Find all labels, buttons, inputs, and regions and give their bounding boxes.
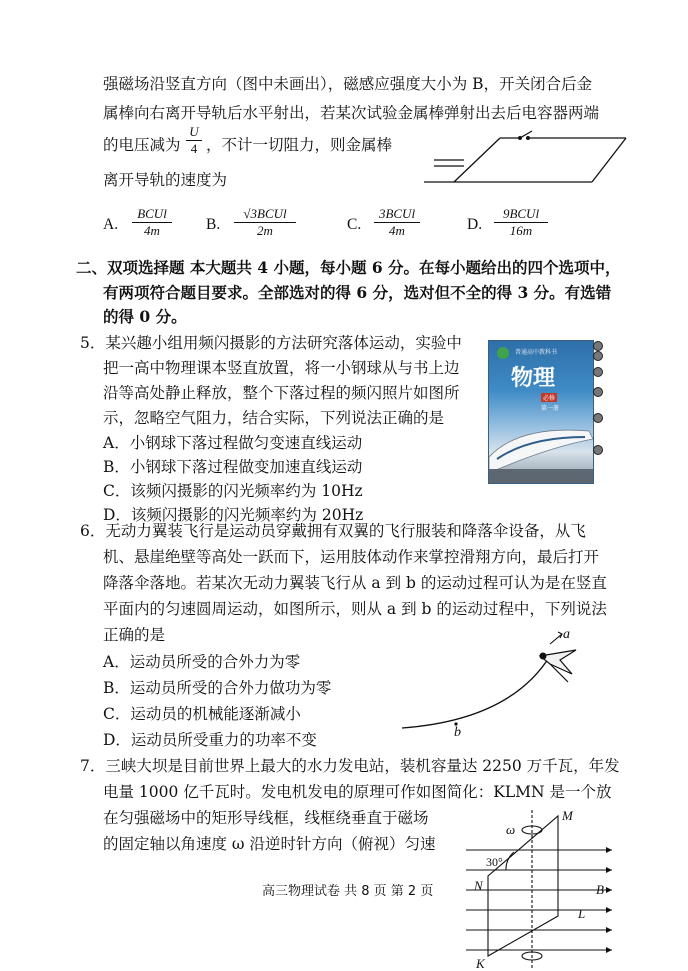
wingsuit-flyer-icon xyxy=(540,650,577,682)
point-b-label: b xyxy=(454,725,461,740)
book-logo-icon xyxy=(497,347,509,359)
q4-line-3-pre: 的电压减为 xyxy=(103,136,181,154)
q4-line-2: 属棒向右离开导轨后水平射出，若某次试验金属棒弹射出去后电容器两端 xyxy=(103,104,600,122)
q4-option-b-label: B. xyxy=(206,216,221,233)
q6-line-5: 正确的是 xyxy=(103,626,166,644)
q5-strobe-ball-column xyxy=(590,340,606,480)
point-a-label: a xyxy=(563,627,570,642)
vertex-n-label: N xyxy=(474,878,483,893)
q6-option-b: B．运动员所受的合外力做功为零 xyxy=(103,679,332,697)
q5-option-b: B．小钢球下落过程做变加速直线运动 xyxy=(103,458,363,476)
q5-line-3: 沿等高处静止释放，整个下落过程的频闪照片如图所 xyxy=(103,384,460,402)
fraction-denominator: 4 xyxy=(190,141,198,156)
q6-arc-path-figure xyxy=(400,620,600,740)
q5-option-a: A．小钢球下落过程做匀变速直线运动 xyxy=(103,434,363,452)
q7-line-2: 电量 1000 亿千瓦时。发电机发电的原理可作如图简化：KLMN 是一个放 xyxy=(103,783,612,801)
q4-option-a-label: A. xyxy=(103,216,119,233)
angle-30-label: 30° xyxy=(486,855,503,869)
q4-option-a-value: BCUl 4m xyxy=(132,206,172,239)
book-publisher: 普通高中教科书 xyxy=(515,349,558,356)
q4-voltage-fraction xyxy=(186,124,202,157)
fraction-numerator: U xyxy=(186,124,202,141)
book-badge: 必修 xyxy=(543,395,556,402)
q6-option-d: D．运动员所受重力的功率不变 xyxy=(103,731,317,749)
q6-line-2: 机、悬崖绝壁等高处一跃而下，运用肢体动作来掌控滑翔方向，最后打开 xyxy=(103,548,600,566)
bullet-train-icon xyxy=(489,417,593,483)
q6-option-c: C．运动员的机械能逐渐减小 xyxy=(103,705,301,723)
vertex-k-label: K xyxy=(476,956,485,971)
section-2-heading-line-2: 有两项符合题目要求。全部选对的得 6 分，选对但不全的得 3 分。有选错 xyxy=(103,283,612,302)
q6-option-a: A．运动员所受的合外力为零 xyxy=(103,653,301,671)
book-volume: 第一册 xyxy=(541,405,560,412)
field-b-label: B xyxy=(596,882,604,897)
q7-generator-loop-figure xyxy=(462,806,622,971)
q4-line-1: 强磁场沿竖直方向（图中未画出），磁感应强度大小为 B，开关闭合后金 xyxy=(103,75,593,93)
q4-option-c-label: C. xyxy=(347,216,362,233)
q7-line-1: 7．三峡大坝是目前世界上最大的水力发电站，装机容量达 2250 万千瓦，年发 xyxy=(80,757,620,775)
q4-option-d-value: 9BCUl 16m xyxy=(494,206,548,239)
vertex-l-label: L xyxy=(578,906,586,921)
q5-line-2: 把一高中物理课本竖直放置，将一小钢球从与书上边 xyxy=(103,359,460,377)
q7-line-4: 的固定轴以角速度 ω 沿逆时针方向（俯视）匀速 xyxy=(103,835,436,853)
q4-rail-circuit-figure xyxy=(420,122,630,197)
book-title: 物理 xyxy=(511,366,556,391)
section-2-heading-line-3: 的得 0 分。 xyxy=(103,307,187,326)
vertex-m-label: M xyxy=(562,808,573,823)
q4-option-c-value: 3BCUl 4m xyxy=(374,206,420,239)
q5-textbook-cover xyxy=(488,340,594,484)
q6-line-1: 6．无动力翼装飞行是运动员穿戴拥有双翼的飞行服装和降落伞设备，从飞 xyxy=(80,522,586,540)
q5-line-1: 5．某兴趣小组用频闪摄影的方法研究落体运动，实验中 xyxy=(80,334,462,352)
page-footer: 高三物理试卷 共 8 页 第 2 页 xyxy=(262,884,434,899)
q5-option-c: C．该频闪摄影的闪光频率约为 10Hz xyxy=(103,482,363,500)
q5-option-d: D．该频闪摄影的闪光频率约为 20Hz xyxy=(103,506,364,524)
q7-line-3: 在匀强磁场中的矩形导线框，线框绕垂直于磁场 xyxy=(103,809,429,827)
section-2-heading-line-1: 二、双项选择题 本大题共 4 小题，每小题 6 分。在每小题给出的四个选项中， xyxy=(76,258,621,277)
q6-line-3: 降落伞落地。若某次无动力翼装飞行从 a 到 b 的运动过程可认为是在竖直 xyxy=(103,574,607,592)
q6-line-4: 平面内的匀速圆周运动，如图所示，则从 a 到 b 的运动过程中，下列说法 xyxy=(103,600,607,618)
q4-option-b-value: √3BCUl 2m xyxy=(234,206,296,239)
q4-option-d-label: D. xyxy=(467,216,483,233)
q4-line-3-post: ，不计一切阻力，则金属棒 xyxy=(206,136,393,154)
q4-line-4: 离开导轨的速度为 xyxy=(103,171,228,189)
q5-line-4: 示，忽略空气阻力，结合实际，下列说法正确的是 xyxy=(103,409,445,427)
omega-label: ω xyxy=(506,822,516,837)
